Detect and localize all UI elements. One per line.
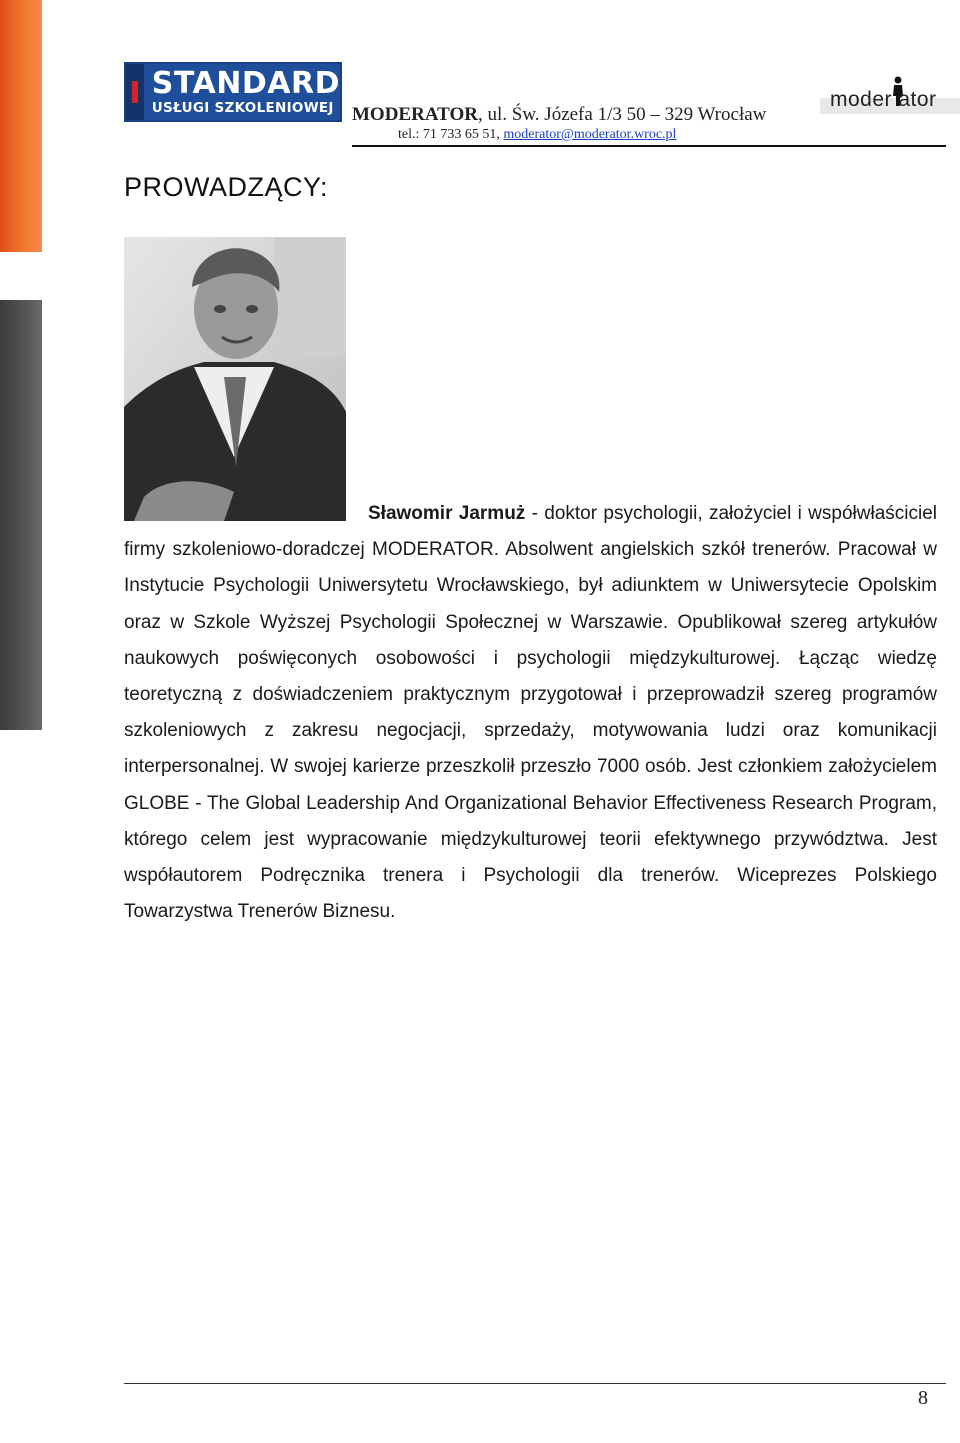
trainer-photo bbox=[124, 237, 346, 521]
header-address-line bbox=[352, 104, 766, 126]
trainer-name: Sławomir Jarmuż bbox=[368, 503, 526, 524]
company-phone: tel.: 71 733 65 51, bbox=[398, 127, 504, 142]
side-accent-gray bbox=[0, 300, 42, 730]
side-accent-orange bbox=[0, 0, 42, 252]
standard-logo bbox=[124, 62, 342, 122]
standard-emblem-icon bbox=[126, 64, 144, 120]
standard-logo-subtitle: USŁUGI SZKOLENIOWEJ bbox=[151, 99, 334, 116]
moderator-logo bbox=[820, 76, 960, 124]
trainer-bio-text: - doktor psychologii, założyciel i współwłaściciel firmy szkoleniowo-doradczej MODERATOR. Absolwent angielskich szkół trenerów. Pracował w Instytucie Psychologii Uniwersytetu Wrocławskiego, był adiunktem w Uniwersytecie Opolskim oraz w Szkole Wyższej Psychologii Społecznej w Warszawie. Opublikował szereg artykułów naukowych poświęconych osobowości i psychologii międzykulturowej. Łącząc wiedzę teoretyczną z doświadczeniem praktycznym przygotował i przeprowadził szereg programów szkoleniowych z zakresu negocjacji, sprzedaży, motywowania ludzi oraz komunikacji interpersonalnej. W swojej karierze przeszkolił przeszło 7000 osób. Jest członkiem założycielem GLOBE - The Global Leadership And Organizational Behavior Effectiveness Research Program, którego celem jest wypracowanie międzykulturowej teorii efektywnego przywództwa. Jest współautorem Podręcznika trenera i Psychologii dla trenerów. Wiceprezes Polskiego Towarzystwa Trenerów Biznesu. bbox=[124, 503, 937, 923]
trainer-bio bbox=[124, 496, 937, 930]
footer-rule bbox=[124, 1383, 946, 1384]
standard-logo-title: STANDARD bbox=[151, 65, 340, 101]
moderator-logo-text: moder ator bbox=[830, 88, 937, 111]
section-heading: PROWADZĄCY: bbox=[124, 172, 329, 202]
header-rule bbox=[352, 145, 946, 147]
company-email-link[interactable]: moderator@moderator.wroc.pl bbox=[503, 127, 677, 142]
header-contact-line bbox=[398, 127, 676, 143]
company-name: MODERATOR bbox=[352, 104, 478, 125]
company-address: , ul. Św. Józefa 1/3 50 – 329 Wrocław bbox=[477, 104, 767, 125]
page-number: 8 bbox=[918, 1387, 928, 1409]
